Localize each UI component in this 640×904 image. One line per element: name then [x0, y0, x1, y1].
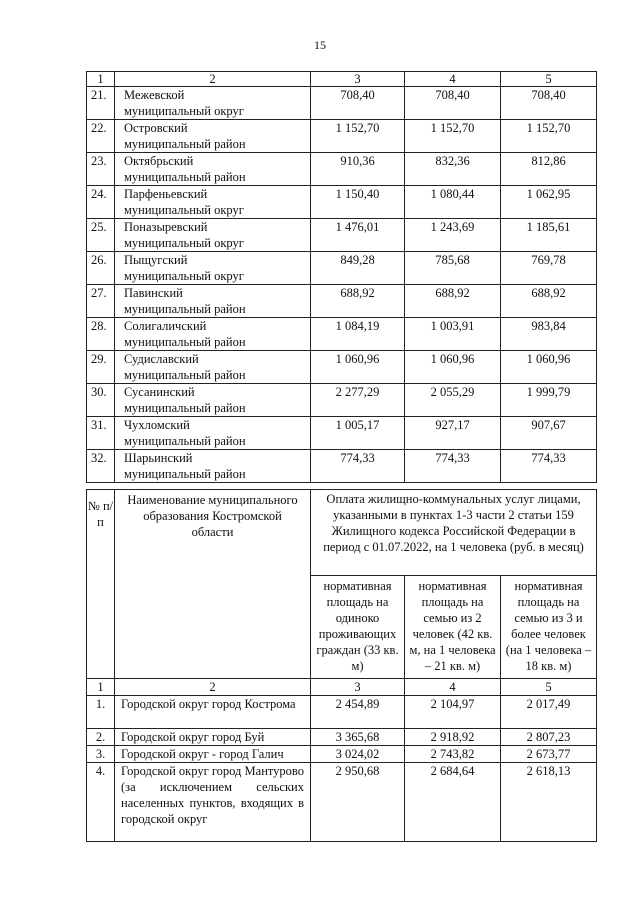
row-number: 2. [87, 729, 115, 746]
municipality-name-line: Межевской [124, 88, 185, 102]
value-single: 1 476,01 [311, 219, 405, 252]
column-index: 3 [311, 72, 405, 87]
municipality-type-line: муниципальный район [124, 401, 246, 415]
table-row [87, 153, 597, 186]
value-single: 774,33 [311, 450, 405, 483]
value-single: 1 084,19 [311, 318, 405, 351]
value-large-family: 1 185,61 [501, 219, 597, 252]
value-two-person: 1 243,69 [405, 219, 501, 252]
value-single: 2 454,89 [311, 696, 405, 729]
municipality-name [115, 417, 311, 450]
value-two-person: 1 080,44 [405, 186, 501, 219]
municipality-type-line: муниципальный район [124, 302, 246, 316]
value-two-person: 785,68 [405, 252, 501, 285]
value-two-person: 2 684,64 [405, 763, 501, 842]
column-index-row [87, 679, 597, 696]
table-row [87, 120, 597, 153]
value-single: 3 024,02 [311, 746, 405, 763]
column-index: 3 [311, 679, 405, 696]
value-single: 1 150,40 [311, 186, 405, 219]
row-number: 22. [87, 120, 115, 153]
table-row [87, 696, 597, 729]
value-large-family: 1 062,95 [501, 186, 597, 219]
column-index: 5 [501, 72, 597, 87]
value-two-person: 2 104,97 [405, 696, 501, 729]
value-two-person: 832,36 [405, 153, 501, 186]
row-number: 24. [87, 186, 115, 219]
rates-table-continued [86, 71, 597, 483]
value-large-family: 1 060,96 [501, 351, 597, 384]
row-number: 32. [87, 450, 115, 483]
municipality-name [115, 318, 311, 351]
value-two-person: 2 918,92 [405, 729, 501, 746]
row-number-header: № п/п [87, 490, 115, 679]
table-row [87, 417, 597, 450]
value-large-family: 2 673,77 [501, 746, 597, 763]
table-row [87, 763, 597, 842]
municipality-name [115, 450, 311, 483]
municipality-name-line: Судиславский [124, 352, 199, 366]
table-row [87, 252, 597, 285]
value-single: 708,40 [311, 87, 405, 120]
value-single: 2 277,29 [311, 384, 405, 417]
municipality-name-line: Солигаличский [124, 319, 207, 333]
municipality-name: Городской округ город Кострома [115, 696, 311, 729]
value-single: 1 005,17 [311, 417, 405, 450]
municipality-type-line: муниципальный район [124, 335, 246, 349]
municipality-name: Городской округ - город Галич [115, 746, 311, 763]
value-large-family: 769,78 [501, 252, 597, 285]
page-number: 15 [314, 38, 326, 52]
value-single: 910,36 [311, 153, 405, 186]
row-number: 31. [87, 417, 115, 450]
municipality-type-line: муниципальный район [124, 137, 246, 151]
municipality-type-line: муниципальный район [124, 170, 246, 184]
value-large-family: 1 999,79 [501, 384, 597, 417]
value-large-family: 688,92 [501, 285, 597, 318]
municipality-name [115, 285, 311, 318]
single-resident-header: нормативная площадь на одиноко проживающих граждан (33 кв. м) [311, 576, 405, 679]
column-index: 2 [115, 72, 311, 87]
column-index: 1 [87, 72, 115, 87]
municipality-name-line: Павинский [124, 286, 183, 300]
value-large-family: 812,86 [501, 153, 597, 186]
municipality-name-line: Островский [124, 121, 188, 135]
value-large-family: 2 618,13 [501, 763, 597, 842]
row-number: 30. [87, 384, 115, 417]
value-single: 688,92 [311, 285, 405, 318]
municipality-name-line: Сусанинский [124, 385, 195, 399]
table-row [87, 729, 597, 746]
municipality-type-line: муниципальный округ [124, 236, 244, 250]
value-two-person: 2 743,82 [405, 746, 501, 763]
municipality-name [115, 186, 311, 219]
municipality-name-line: Пыщугский [124, 253, 188, 267]
municipality-name [115, 219, 311, 252]
row-number: 26. [87, 252, 115, 285]
municipality-name-line: Парфеньевский [124, 187, 208, 201]
table-row [87, 351, 597, 384]
row-number: 28. [87, 318, 115, 351]
value-two-person: 1 003,91 [405, 318, 501, 351]
municipality-name: Городской округ город Мантурово (за исключением сельских населенных пунктов, входящих в городской округ [115, 763, 311, 842]
value-two-person: 688,92 [405, 285, 501, 318]
row-number: 23. [87, 153, 115, 186]
value-large-family: 774,33 [501, 450, 597, 483]
value-two-person: 2 055,29 [405, 384, 501, 417]
value-two-person: 1 152,70 [405, 120, 501, 153]
municipality-name [115, 384, 311, 417]
table-row [87, 87, 597, 120]
row-number: 27. [87, 285, 115, 318]
value-large-family: 1 152,70 [501, 120, 597, 153]
value-single: 849,28 [311, 252, 405, 285]
table-row [87, 186, 597, 219]
table-row [87, 285, 597, 318]
municipality-name [115, 351, 311, 384]
municipality-name [115, 87, 311, 120]
table-row [87, 318, 597, 351]
municipality-name-line: Октябрьский [124, 154, 194, 168]
municipality-type-line: муниципальный район [124, 467, 246, 481]
row-number: 1. [87, 696, 115, 729]
payment-group-header: Оплата жилищно-коммунальных услуг лицами, указанными в пунктах 1-3 части 2 статьи 159 Жилищного кодекса Российской Федерации в период с 01.07.2022, на 1 человека (руб. в месяц) [311, 490, 597, 576]
large-family-header: нормативная площадь на семью из 3 и более человек (на 1 человека – 18 кв. м) [501, 576, 597, 679]
value-large-family: 907,67 [501, 417, 597, 450]
value-large-family: 983,84 [501, 318, 597, 351]
column-index: 4 [405, 679, 501, 696]
header-row [87, 490, 597, 576]
value-two-person: 774,33 [405, 450, 501, 483]
value-large-family: 708,40 [501, 87, 597, 120]
column-index: 4 [405, 72, 501, 87]
column-index-row [87, 72, 597, 87]
table-row [87, 384, 597, 417]
value-single: 1 060,96 [311, 351, 405, 384]
value-two-person: 1 060,96 [405, 351, 501, 384]
municipality-name-line: Поназыревский [124, 220, 208, 234]
two-person-family-header: нормативная площадь на семью из 2 человек (42 кв. м, на 1 человека – 21 кв. м) [405, 576, 501, 679]
row-number: 25. [87, 219, 115, 252]
municipality-name [115, 120, 311, 153]
municipality-type-line: муниципальный округ [124, 203, 244, 217]
value-two-person: 708,40 [405, 87, 501, 120]
value-two-person: 927,17 [405, 417, 501, 450]
municipality-name: Городской округ город Буй [115, 729, 311, 746]
name-header: Наименование муниципального образования Костромской области [115, 490, 311, 679]
rates-table [86, 489, 597, 842]
column-index: 5 [501, 679, 597, 696]
municipality-type-line: муниципальный округ [124, 269, 244, 283]
value-large-family: 2 807,23 [501, 729, 597, 746]
municipality-type-line: муниципальный район [124, 368, 246, 382]
row-number: 21. [87, 87, 115, 120]
municipality-name [115, 153, 311, 186]
value-single: 3 365,68 [311, 729, 405, 746]
municipality-name-line: Шарьинский [124, 451, 193, 465]
value-single: 2 950,68 [311, 763, 405, 842]
municipality-name [115, 252, 311, 285]
municipality-type-line: муниципальный район [124, 434, 246, 448]
column-index: 1 [87, 679, 115, 696]
value-single: 1 152,70 [311, 120, 405, 153]
row-number: 29. [87, 351, 115, 384]
municipality-type-line: муниципальный округ [124, 104, 244, 118]
column-index: 2 [115, 679, 311, 696]
table-row [87, 746, 597, 763]
row-number: 4. [87, 763, 115, 842]
row-number: 3. [87, 746, 115, 763]
table-row [87, 219, 597, 252]
value-large-family: 2 017,49 [501, 696, 597, 729]
municipality-name-line: Чухломский [124, 418, 190, 432]
table-row [87, 450, 597, 483]
